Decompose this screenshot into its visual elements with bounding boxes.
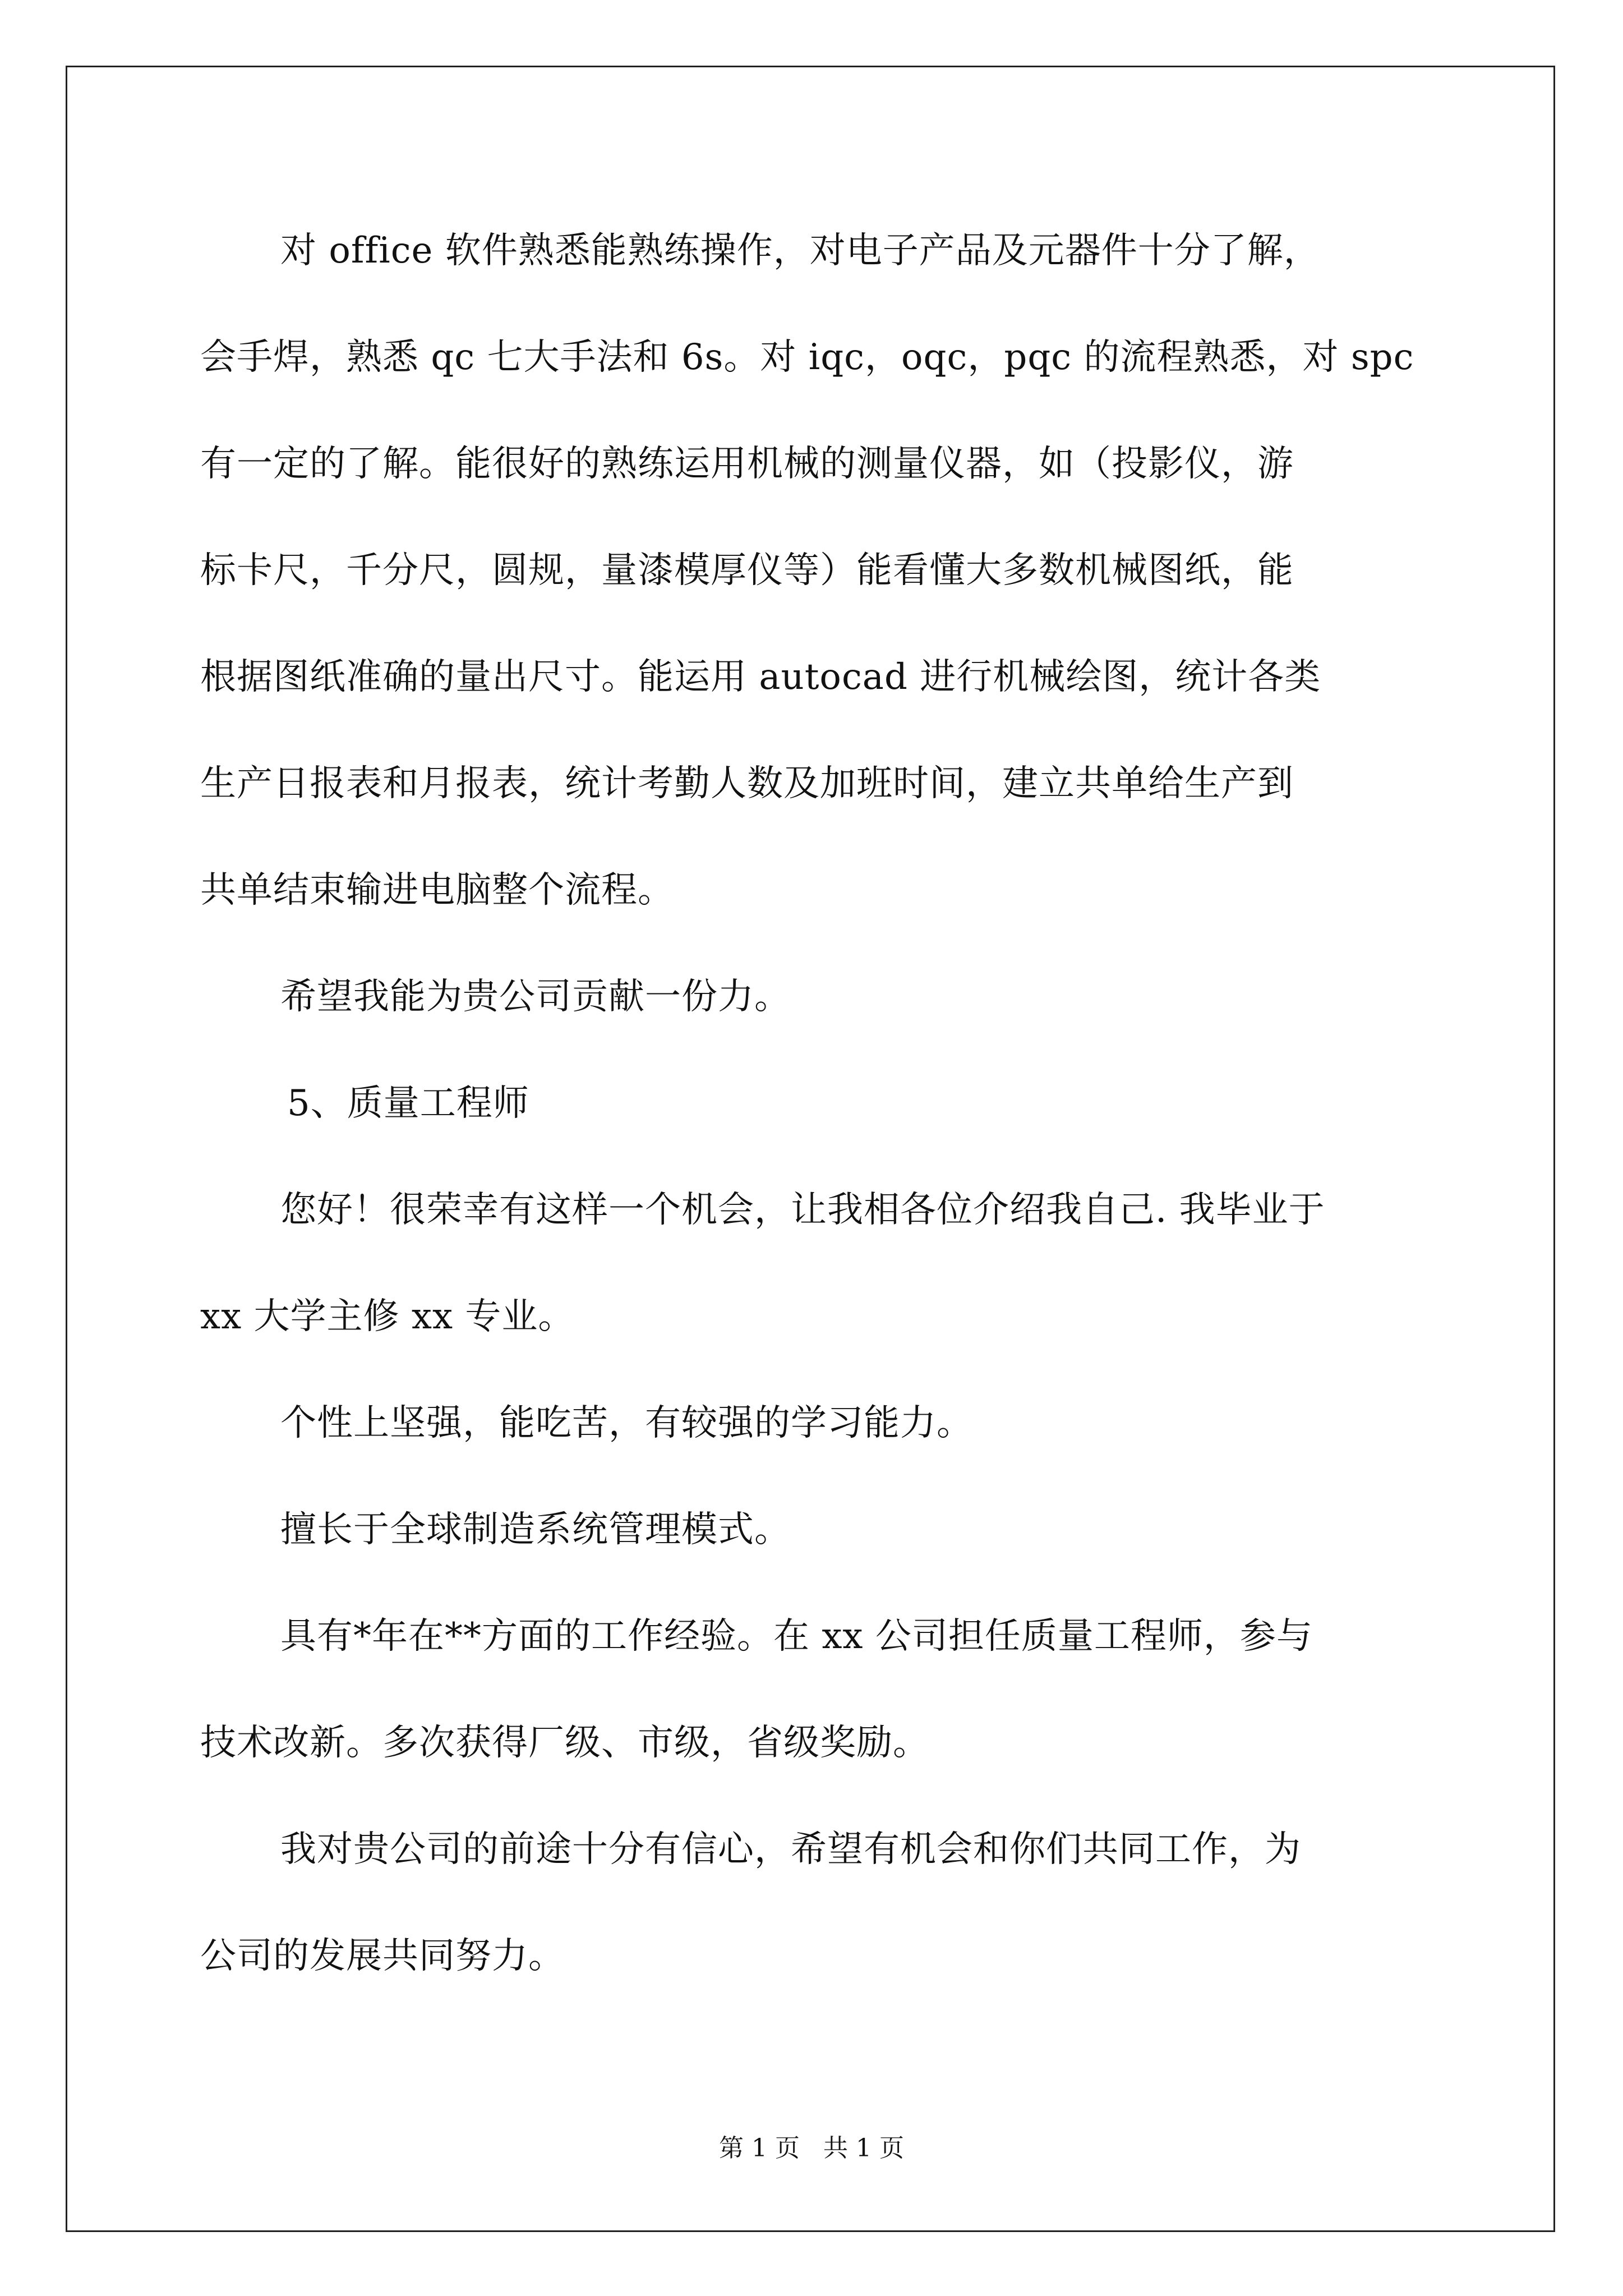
body-text-line: 我对贵公司的前途十分有信心，希望有机会和你们共同工作，为: [280, 1829, 1301, 1870]
body-text-line: xx 大学主修 xx 专业。: [200, 1296, 575, 1337]
section-heading: 5、质量工程师: [287, 1083, 529, 1124]
body-text-line: 生产日报表和月报表，统计考勤人数及加班时间，建立共单给生产到: [200, 763, 1294, 804]
body-text-line: 擅长于全球制造系统管理模式。: [280, 1509, 791, 1550]
body-text-line: 技术改新。多次获得厂级、市级，省级奖励。: [200, 1722, 929, 1764]
body-text-line: 对 office 软件熟悉能熟练操作，对电子产品及元器件十分了解，: [280, 230, 1320, 272]
page-border: [66, 66, 1555, 2232]
body-text-line: 个性上坚强，能吃苦，有较强的学习能力。: [280, 1402, 973, 1444]
body-text-line: 希望我能为贵公司贡献一份力。: [280, 976, 791, 1018]
body-text-line: 共单结束输进电脑整个流程。: [200, 869, 674, 911]
body-text-line: 会手焊，熟悉 qc 七大手法和 6s。对 iqc，oqc，pqc 的流程熟悉，对 spc: [200, 337, 1414, 378]
page-number-footer: 第 1 页 共 1 页: [719, 2134, 904, 2162]
body-text-line: 具有*年在**方面的工作经验。在 xx 公司担任质量工程师，参与: [280, 1616, 1313, 1657]
body-text-line: 有一定的了解。能很好的熟练运用机械的测量仪器，如（投影仪，游: [200, 443, 1294, 485]
body-text-line: 您好！很荣幸有这样一个机会，让我相各位介绍我自己. 我毕业于: [280, 1189, 1325, 1231]
body-text-line: 公司的发展共同努力。: [200, 1935, 565, 1977]
body-text-line: 根据图纸准确的量出尺寸。能运用 autocad 进行机械绘图，统计各类: [200, 656, 1321, 698]
body-text-line: 标卡尺，千分尺，圆规，量漆模厚仪等）能看懂大多数机械图纸，能: [200, 550, 1294, 591]
